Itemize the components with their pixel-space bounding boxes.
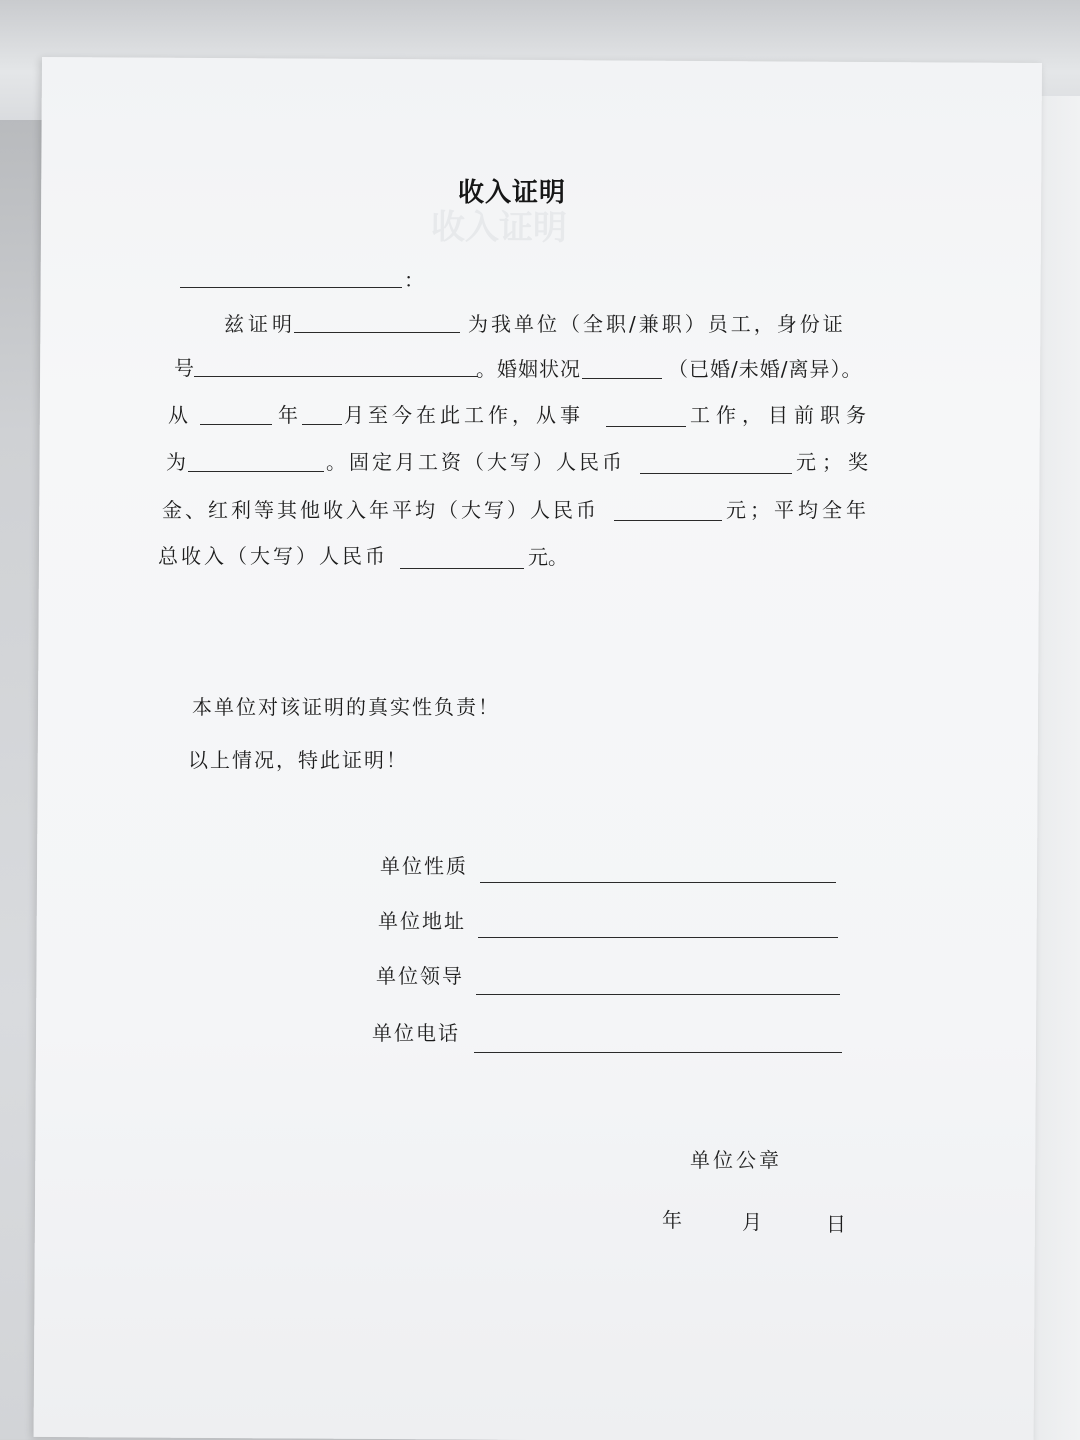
total-income-blank[interactable]: [400, 568, 524, 569]
body-line5-total: 元；平均全年: [726, 498, 870, 522]
position-blank[interactable]: [188, 471, 324, 472]
body-line4-label: 为: [166, 450, 186, 474]
body-line4-bonus: 元；奖: [796, 450, 874, 474]
date-day: 日: [826, 1212, 846, 1236]
field-address-blank[interactable]: [478, 937, 838, 938]
marital-status-blank[interactable]: [582, 378, 662, 379]
body-line1-text: 为我单位（全职/兼职）员工，身份证: [468, 312, 846, 336]
other-income-blank[interactable]: [614, 520, 722, 521]
statement-certify: 以上情况，特此证明！: [188, 748, 408, 772]
body-line1-label: 兹证明: [224, 312, 296, 336]
salutation-colon: ：: [404, 268, 424, 292]
job-type-blank[interactable]: [606, 426, 686, 427]
body-line3-position: 工作，目前职务: [690, 403, 872, 427]
field-phone-blank[interactable]: [474, 1052, 842, 1053]
start-month-blank[interactable]: [302, 424, 342, 425]
bleed-through-title: 收入证明: [430, 207, 568, 249]
recipient-blank[interactable]: [180, 287, 402, 288]
body-line3-label: 从: [168, 403, 188, 427]
body-line3-year: 年: [278, 403, 298, 427]
body-line5-label: 金、红利等其他收入年平均（大写）人民币: [162, 498, 599, 522]
field-leader-label: 单位领导: [376, 964, 464, 988]
field-nature-blank[interactable]: [480, 882, 836, 883]
start-year-blank[interactable]: [200, 424, 272, 425]
body-line2-marital: 。婚姻状况: [476, 357, 581, 381]
field-address-label: 单位地址: [378, 909, 466, 933]
field-phone-label: 单位电话: [372, 1021, 460, 1045]
body-line6-end: 元。: [528, 545, 568, 569]
body-line2-label: 号: [174, 356, 194, 380]
field-leader-blank[interactable]: [476, 994, 840, 995]
field-nature-label: 单位性质: [380, 854, 468, 878]
body-line4-salary: 。固定月工资（大写）人民币: [326, 450, 625, 474]
statement-responsibility: 本单位对该证明的真实性负责！: [192, 695, 500, 719]
body-line3-since: 月至今在此工作，从事: [344, 403, 584, 427]
body-line2-options: （已婚/未婚/离异）。: [668, 357, 863, 381]
paper-sheet: [34, 57, 1042, 1440]
id-number-blank[interactable]: [194, 376, 478, 377]
employee-name-blank[interactable]: [294, 332, 460, 333]
seal-label: 单位公章: [690, 1148, 782, 1172]
monthly-salary-blank[interactable]: [640, 473, 792, 474]
body-line6-label: 总收入（大写）人民币: [158, 544, 388, 568]
date-month: 月: [742, 1210, 762, 1234]
document-title: 收入证明: [458, 178, 567, 208]
date-year: 年: [662, 1208, 682, 1232]
